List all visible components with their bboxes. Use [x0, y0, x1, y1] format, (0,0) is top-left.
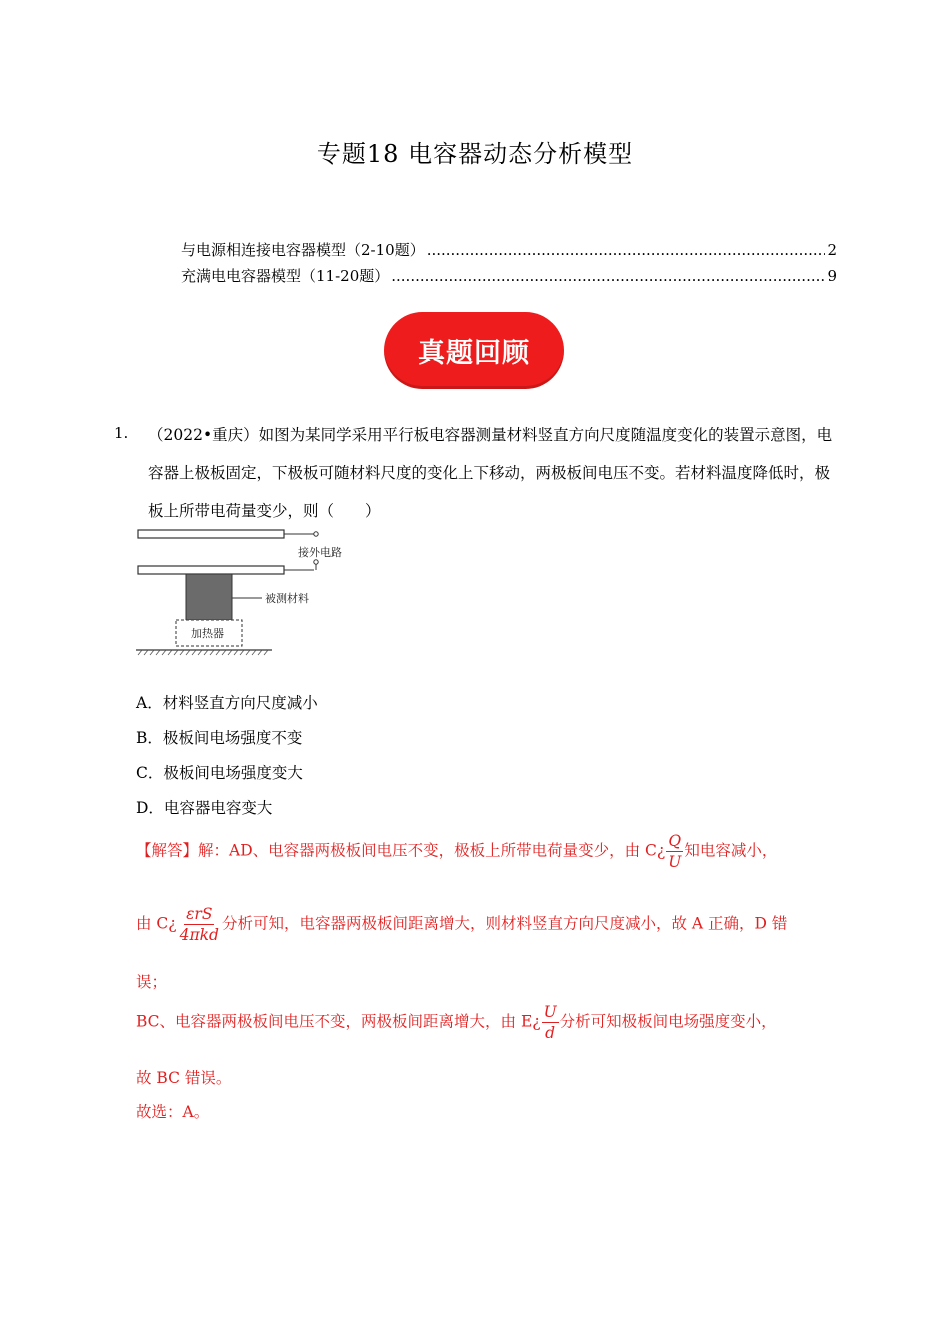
toc-entry-label: 充满电电容器模型（11-20题）: [181, 267, 390, 285]
answer-line-5: 故 BC 错误。: [136, 1069, 232, 1087]
lower-terminal: [314, 560, 318, 564]
fraction-numerator: Q: [668, 832, 682, 850]
fraction-denominator: d: [545, 1024, 556, 1042]
answer-line-1: [136, 831, 777, 872]
fraction-denominator: U: [668, 853, 682, 871]
lower-plate: [138, 566, 284, 574]
answer-line-1-text-b: 知电容减小，: [684, 841, 778, 860]
fraction-u-over-d: [542, 1002, 559, 1043]
answer-line-2-text-a: 由 C¿: [136, 914, 177, 933]
section-banner: 真题回顾: [384, 312, 564, 389]
toc-entry-page: 9: [827, 267, 837, 285]
answer-line-2-text-b: 分析可知，电容器两极板间距离增大，则材料竖直方向尺度减小，故 A 正确，D 错: [221, 914, 788, 933]
material-label: 被测材料: [265, 592, 309, 605]
toc-leader-dots: [391, 267, 825, 285]
answer-line-2: [136, 904, 787, 945]
fraction-q-over-u: [666, 831, 683, 872]
answer-line-6: 故选：A。: [136, 1103, 210, 1121]
toc-entry-label: 与电源相连接电容器模型（2-10题）: [181, 241, 425, 259]
page-title: 专题18 电容器动态分析模型: [316, 140, 634, 168]
toc-entry-page: 2: [827, 241, 837, 259]
fraction-numerator: U: [543, 1003, 557, 1021]
fraction-denominator: 4πkd: [179, 926, 219, 944]
capacitor-diagram-svg: [134, 524, 354, 664]
fraction-numerator: εrS: [186, 905, 213, 923]
toc-entry[interactable]: [181, 265, 837, 291]
question-number: 1.: [114, 424, 129, 442]
option-a[interactable]: A．材料竖直方向尺度减小: [136, 694, 318, 712]
answer-line-4-text-b: 分析可知极板间电场强度变小，: [559, 1012, 777, 1031]
toc-entry[interactable]: [181, 239, 837, 265]
option-b[interactable]: B．极板间电场强度不变: [136, 729, 303, 747]
question-text: （2022•重庆）如图为某同学采用平行板电容器测量材料竖直方向尺度随温度变化的装置示意图，电容器上极板固定，下极板可随材料尺度的变化上下移动，两极板间电压不变。若材料温度降低时，极板上所带电荷量变少，则（ ）: [148, 426, 833, 520]
answer-line-4-text-a: BC、电容器两极板间电压不变，两极板间距离增大，由 E¿: [136, 1012, 541, 1031]
answer-line-1-text-a: 【解答】解：AD、电容器两极板间电压不变，极板上所带电荷量变少，由 C¿: [136, 841, 666, 860]
option-d[interactable]: D．电容器电容变大: [136, 799, 273, 817]
upper-terminal: [314, 532, 318, 536]
circuit-label: 接外电路: [298, 546, 342, 559]
material-block: [186, 574, 232, 620]
toc-leader-dots: [427, 241, 826, 259]
upper-plate: [138, 530, 284, 538]
heater-label: 加热器: [191, 627, 224, 640]
option-c[interactable]: C．极板间电场强度变大: [136, 764, 303, 782]
answer-line-3: 误；: [136, 973, 168, 991]
answer-line-4: [136, 1002, 777, 1043]
table-of-contents: [181, 239, 837, 291]
ground-hatch: [138, 650, 268, 655]
fraction-capacitance-formula: [178, 904, 221, 945]
capacitor-diagram: [134, 524, 354, 664]
